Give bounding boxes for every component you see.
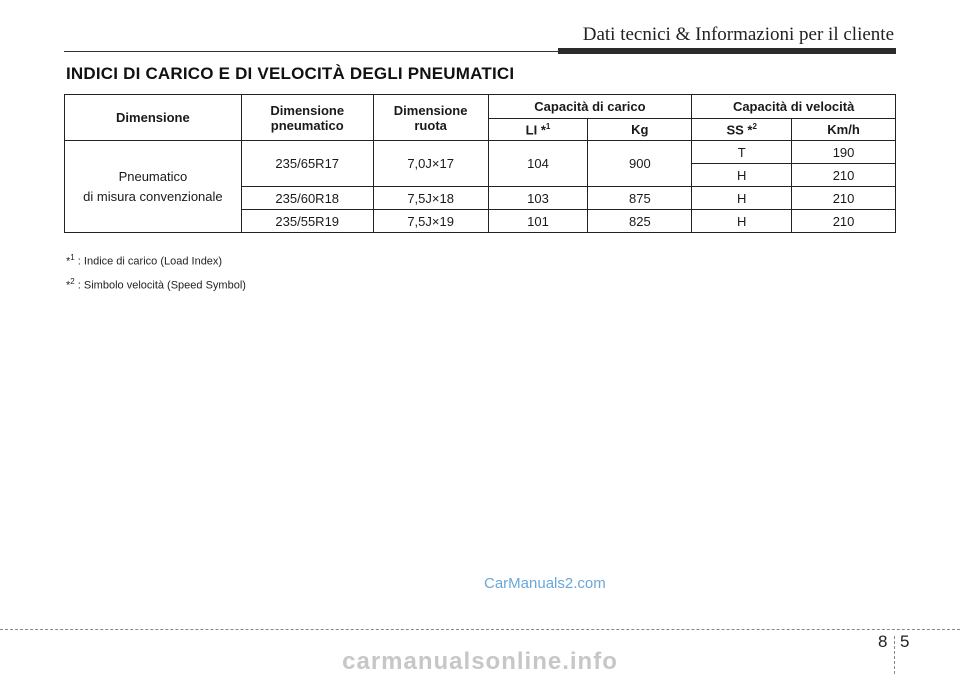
page-header-title: Dati tecnici & Informazioni per il cliente xyxy=(582,24,894,45)
footnote-2-mark: * xyxy=(66,279,71,292)
chapter-number: 8 xyxy=(878,632,888,651)
cell-ss: T xyxy=(692,141,792,164)
header-dimensione-ruota: Dimensione ruota xyxy=(373,95,488,141)
header-rule xyxy=(64,51,564,52)
cell-kmh: 190 xyxy=(792,141,896,164)
cell-kg: 875 xyxy=(588,187,692,210)
cell-tire: 235/65R17 xyxy=(241,141,373,187)
group-label-line2: di misura convenzionale xyxy=(83,188,223,204)
group-label-cell xyxy=(65,141,242,233)
cell-ss: H xyxy=(692,187,792,210)
header-li-label: LI * xyxy=(525,122,546,138)
cell-wheel: 7,5J×18 xyxy=(373,187,488,210)
cell-kmh: 210 xyxy=(792,187,896,210)
cell-ss: H xyxy=(692,164,792,187)
cell-kg: 900 xyxy=(588,141,692,187)
cell-tire: 235/60R18 xyxy=(241,187,373,210)
cell-kmh: 210 xyxy=(792,164,896,187)
watermark-link[interactable]: CarManuals2.com xyxy=(484,575,606,592)
footnote-1 xyxy=(66,248,246,272)
cell-li: 101 xyxy=(488,210,588,233)
header-ss xyxy=(692,119,792,141)
header-kmh: Km/h xyxy=(792,119,896,141)
cell-li: 104 xyxy=(488,141,588,187)
header-dimensione-pneumatico: Dimensione pneumatico xyxy=(241,95,373,141)
footer-rule xyxy=(0,629,960,630)
header-li xyxy=(488,119,588,141)
footnote-1-mark: * xyxy=(66,255,71,268)
header-ss-label: SS * xyxy=(726,122,753,138)
cell-ss: H xyxy=(692,210,792,233)
cell-tire: 235/55R19 xyxy=(241,210,373,233)
header-rule-bar xyxy=(558,48,896,54)
footnote-2-text: : Simbolo velocità (Speed Symbol) xyxy=(74,279,246,292)
cell-li: 103 xyxy=(488,187,588,210)
cell-kmh: 210 xyxy=(792,210,896,233)
section-title: INDICI DI CARICO E DI VELOCITÀ DEGLI PNEUMATICI xyxy=(66,64,515,83)
footnote-1-sup: 1 xyxy=(70,253,75,262)
footnote-2 xyxy=(66,272,246,296)
footnotes xyxy=(66,248,246,295)
header-dimensione: Dimensione xyxy=(65,95,242,141)
cell-wheel: 7,5J×19 xyxy=(373,210,488,233)
header-capacita-carico: Capacità di carico xyxy=(488,95,692,119)
footer-site-watermark: carmanualsonline.info xyxy=(342,648,618,675)
page-number: 5 xyxy=(900,632,910,651)
header-li-sup: 1 xyxy=(545,121,551,131)
table-row xyxy=(65,141,896,164)
header-capacita-velocita: Capacità di velocità xyxy=(692,95,896,119)
group-label-line1: Pneumatico xyxy=(118,168,188,184)
footnote-2-sup: 2 xyxy=(70,276,75,286)
header-kg: Kg xyxy=(588,119,692,141)
header-ss-sup: 2 xyxy=(752,121,757,131)
cell-kg: 825 xyxy=(588,210,692,233)
tire-spec-table xyxy=(64,94,896,233)
cell-wheel: 7,0J×17 xyxy=(373,141,488,187)
footnote-1-text: : Indice di carico (Load Index) xyxy=(74,255,223,268)
